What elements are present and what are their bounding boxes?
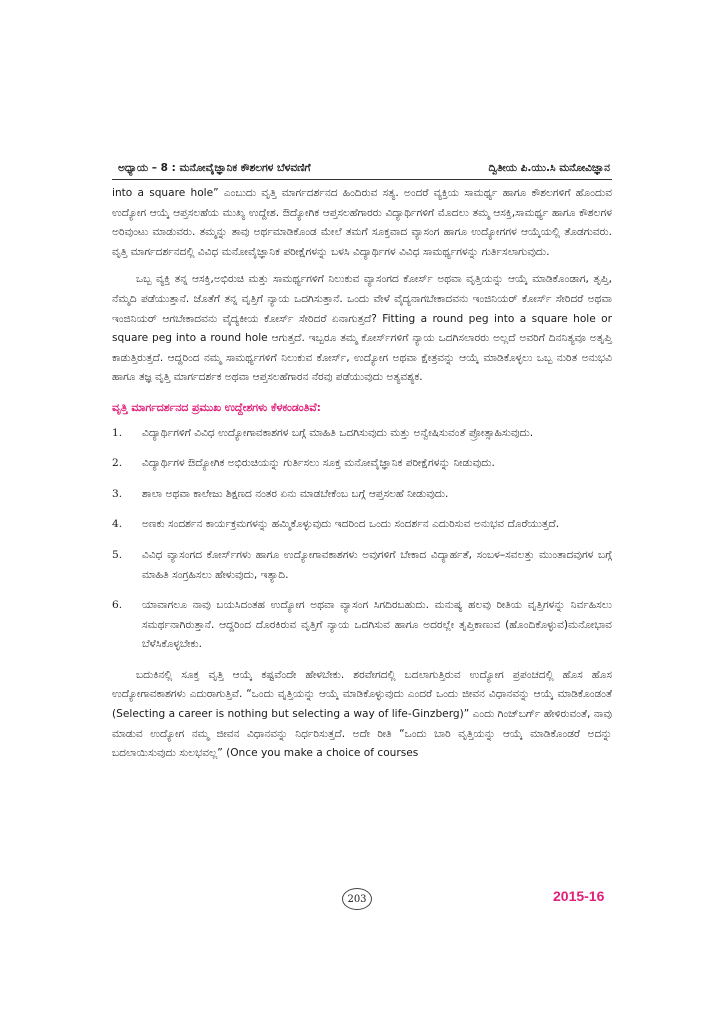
- list-text: ವಿದ್ಯಾರ್ಥಿಗಳ ಔದ್ಯೋಗಿಕ ಅಭಿರುಚಿಯನ್ನು ಗುರ್ತಿಸಲು ಸೂಕ್ತ ಮನೋವೈಜ್ಞಾನಿಕ ಪರೀಕ್ಷೆಗಳನ್ನು ನೀಡುವುದು.: [142, 457, 495, 470]
- book-title: ದ್ವಿತೀಯ ಪಿ.ಯು.ಸಿ ಮನೋವಿಜ್ಞಾನ: [488, 162, 610, 174]
- section-subheading: ವೃತ್ತಿ ಮಾರ್ಗದರ್ಶನದ ಪ್ರಮುಖ ಉದ್ದೇಶಗಳು ಕೆಳಕಂಡಂತಿವೆ:: [112, 400, 321, 414]
- list-item: [112, 596, 612, 655]
- list-text: ವಿದ್ಯಾರ್ಥಿಗಳಿಗೆ ವಿವಿಧ ಉದ್ಯೋಗಾವಕಾಶಗಳ ಬಗ್ಗೆ ಮಾಹಿತಿ ಒದಗಿಸುವುದು ಮತ್ತು ಅನ್ವೇಷಿಸುವಂತೆ ಪ್ರೋತ್ಸಾಹಿಸುವುದು.: [142, 426, 534, 439]
- header-divider: [112, 179, 612, 180]
- list-text: ಅಣಕು ಸಂದರ್ಶನ ಕಾರ್ಯಕ್ರಮಗಳನ್ನು ಹಮ್ಮಿಕೊಳ್ಳುವುದು ಇದರಿಂದ ಒಂದು ಸಂದರ್ಶನ ಎದುರಿಸುವ ಅನುಭವ ದೊರೆಯುತ್ತದೆ.: [142, 518, 560, 531]
- list-text: ವಿವಿಧ ವ್ಯಾಸಂಗದ ಕೋರ್ಸ್‌ಗಳು ಹಾಗೂ ಉದ್ಯೋಗಾವಕಾಶಗಳು ಅವುಗಳಿಗೆ ಬೇಕಾದ ವಿದ್ಯಾರ್ಹತೆ, ಸಂಬಳ–ಸವಲತ್ತು ಮುಂತಾದವುಗಳ ಬಗ್ಗೆ ಮಾಹಿತಿ ಸಂಗ್ರಹಿಸಲು ಹೇಳುವುದು, ಇತ್ಯಾದಿ.: [142, 548, 612, 581]
- page-header: [118, 162, 610, 175]
- page-body: [112, 184, 612, 764]
- list-item: [112, 424, 612, 444]
- list-item: [112, 454, 612, 474]
- objectives-list: [112, 424, 612, 655]
- list-number: 1.: [112, 426, 123, 439]
- page-number: 203: [342, 888, 372, 910]
- list-number: 4.: [112, 518, 123, 531]
- list-item: [112, 546, 612, 585]
- list-number: 3.: [112, 487, 123, 500]
- paragraph-3: ಬದುಕಿನಲ್ಲಿ ಸೂಕ್ತ ವೃತ್ತಿ ಆಯ್ಕೆ ಕಷ್ಟವೆಂದೇ ಹೇಳಬೇಕು. ಶರವೇಗದಲ್ಲಿ ಬದಲಾಗುತ್ತಿರುವ ಉದ್ಯೋಗ ಪ್ರಪಂಚದಲ್ಲಿ ಹೊಸ ಹೊಸ ಉದ್ಯೋಗಾವಕಾಶಗಳು ಎದುರಾಗುತ್ತಿವೆ. “ಒಂದು ವೃತ್ತಿಯನ್ನು ಆಯ್ಕೆ ಮಾಡಿಕೊಳ್ಳುವುದು ಎಂದರೆ ಒಂದು ಜೀವನ ವಿಧಾನವನ್ನು ಆಯ್ಕೆ ಮಾಡಿಕೊಂಡಂತೆ (Selecting a career is nothing but selecting a way of life-Ginzberg)” ಎಂದು ಗಿಂಜ್‌ಬರ್ಗ್ ಹೇಳಿರುವಂತೆ, ನಾವು ಮಾಡುವ ಉದ್ಯೋಗ ನಮ್ಮ ಜೀವನ ವಿಧಾನವನ್ನು ನಿರ್ಧರಿಸುತ್ತದೆ. ಅದೇ ರೀತಿ “ಒಂದು ಬಾರಿ ವೃತ್ತಿಯನ್ನು ಆಯ್ಕೆ ಮಾಡಿಕೊಂಡರೆ ಅದನ್ನು ಬದಲಾಯಿಸುವುದು ಸುಲಭವಲ್ಲ” (Once you make a choice of courses: [112, 668, 612, 760]
- list-item: [112, 515, 612, 535]
- chapter-title: ಅಧ್ಯಾಯ – 8 : ಮನೋವೈಜ್ಞಾನಿಕ ಕೌಶಲಗಳ ಬೆಳವಣಿಗೆ: [118, 162, 311, 174]
- list-item: [112, 485, 612, 505]
- list-number: 6.: [112, 599, 123, 612]
- list-number: 5.: [112, 548, 123, 561]
- academic-year: 2015-16: [553, 888, 605, 904]
- list-text: ಶಾಲಾ ಅಥವಾ ಕಾಲೇಜು ಶಿಕ್ಷಣದ ನಂತರ ಏನು ಮಾಡಬೇಕೆಂಬ ಬಗ್ಗೆ ಆಪ್ತಸಲಹೆ ನೀಡುವುದು.: [142, 487, 449, 500]
- paragraph-2: ಒಬ್ಬ ವ್ಯಕ್ತಿ ತನ್ನ ಆಸಕ್ತಿ,ಅಭಿರುಚಿ ಮತ್ತು ಸಾಮರ್ಥ್ಯಗಳಿಗೆ ನಿಲುಕುವ ವ್ಯಾಸಂಗದ ಕೋರ್ಸ್ ಅಥವಾ ವೃತ್ತಿಯನ್ನು ಆಯ್ಕೆ ಮಾಡಿಕೊಂಡಾಗ, ತೃಪ್ತಿ, ನೆಮ್ಮದಿ ಪಡೆಯುತ್ತಾನೆ. ಜೊತೆಗೆ ತನ್ನ ವೃತ್ತಿಗೆ ನ್ಯಾಯ ಒದಗಿಸುತ್ತಾನೆ. ಒಂದು ವೇಳೆ ವೈದ್ಯನಾಗಬೇಕಾದವನು ಇಂಜಿನಿಯರ್ ಕೋರ್ಸ್ ಸೇರಿದರೆ ಅಥವಾ ಇಂಜಿನಿಯರ್ ಆಗಬೇಕಾದವನು ವೈದ್ಯಕೀಯ ಕೋರ್ಸ್ ಸೇರಿದರೆ ಏನಾಗುತ್ತದೆ? Fitting a round peg into a square hole or square peg into a round hole ಆಗುತ್ತದೆ. ಇಬ್ಬರೂ ತಮ್ಮ ಕೋರ್ಸ್‌ಗಳಿಗೆ ನ್ಯಾಯ ಒದಗಿಸಲಾರರು ಅಲ್ಲದೆ ಅವರಿಗೆ ದಿನನಿತ್ಯವೂ ಅತೃಪ್ತಿ ಕಾಡುತ್ತಿರುತ್ತದೆ. ಆದ್ದರಿಂದ ನಮ್ಮ ಸಾಮರ್ಥ್ಯಗಳಿಗೆ ನಿಲುಕುವ ಕೋರ್ಸ್, ಉದ್ಯೋಗ ಅಥವಾ ಕ್ಷೇತ್ರವನ್ನು ಆಯ್ಕೆ ಮಾಡಿಕೊಳ್ಳಲು ಒಬ್ಬ ನುರಿತ ಅನುಭವಿ ಹಾಗೂ ತಜ್ಞ ವೃತ್ತಿ ಮಾರ್ಗದರ್ಶಕ ಅಥವಾ ಆಪ್ತಸಲಹೆಗಾರನ ನೆರವು ಪಡೆಯುವುದು ಅತ್ಯವಶ್ಯಕ.: [112, 273, 612, 384]
- list-text: ಯಾವಾಗಲೂ ನಾವು ಬಯಸಿದಂತಹ ಉದ್ಯೋಗ ಅಥವಾ ವ್ಯಾಸಂಗ ಸಿಗದಿರಬಹುದು. ಮನುಷ್ಯ ಹಲವು ರೀತಿಯ ವೃತ್ತಿಗಳನ್ನು ನಿರ್ವಹಿಸಲು ಸಮರ್ಥನಾಗಿರುತ್ತಾನೆ. ಆದ್ದರಿಂದ ದೊರಕಿರುವ ವೃತ್ತಿಗೆ ನ್ಯಾಯ ಒದಗಿಸುವ ಹಾಗೂ ಅದರಲ್ಲೇ ತೃಪ್ತಿಕಾಣುವ (ಹೊಂದಿಕೊಳ್ಳುವ)ಮನೋಭಾವ ಬೆಳೆಸಿಕೊಳ್ಳಬೇಕು.: [142, 599, 612, 651]
- list-number: 2.: [112, 457, 123, 470]
- paragraph-1: into a square hole” ಎಂಬುದು ವೃತ್ತಿ ಮಾರ್ಗದರ್ಶನದ ಹಿಂದಿರುವ ಸತ್ಯ. ಅಂದರೆ ವ್ಯಕ್ತಿಯ ಸಾಮರ್ಥ್ಯ ಹಾಗೂ ಕೌಶಲಗಳಿಗೆ ಹೊಂದುವ ಉದ್ಯೋಗ ಆಯ್ಕೆ ಆಪ್ತಸಲಹೆಯ ಮುಖ್ಯ ಉದ್ದೇಶ. ಔದ್ಯೋಗಿಕ ಆಪ್ತಸಲಹೆಗಾರರು ವಿದ್ಯಾರ್ಥಿಗಳಿಗೆ ಮೊದಲು ತಮ್ಮ ಆಸಕ್ತಿ,ಸಾಮರ್ಥ್ಯ ಹಾಗೂ ಕೌಶಲಗಳ ಅರಿವುಂಟು ಮಾಡುವರು. ತಮ್ಮನ್ನು ತಾವು ಅರ್ಥಮಾಡಿಕೊಂಡ ಮೇಲೆ ತಮಗೆ ಸೂಕ್ತವಾದ ವ್ಯಾಸಂಗ ಹಾಗೂ ಉದ್ಯೋಗಗಳ ಆಯ್ಕೆಯಲ್ಲಿ ತೊಡಗುವರು. ವೃತ್ತಿ ಮಾರ್ಗದರ್ಶನದಲ್ಲಿ ವಿವಿಧ ಮನೋವೈಜ್ಞಾನಿಕ ಪರೀಕ್ಷೆಗಳನ್ನು ಬಳಸಿ ವಿದ್ಯಾರ್ಥಿಗಳ ವಿವಿಧ ಸಾಮರ್ಥ್ಯಗಳನ್ನು ಗುರ್ತಿಸಲಾಗುವುದು.: [112, 187, 612, 258]
